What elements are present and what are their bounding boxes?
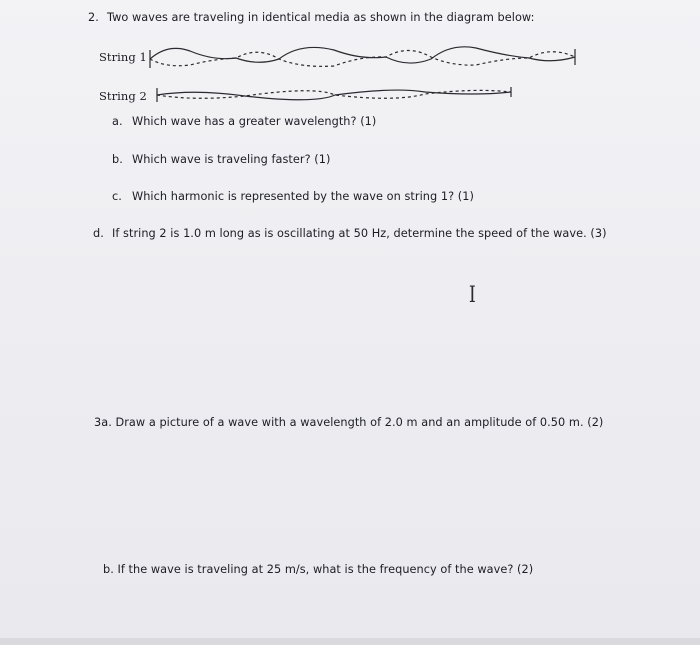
- question-3a: 3a. Draw a picture of a wave with a wavelength of 2.0 m and an amplitude of 0.50 m. (2): [94, 416, 604, 429]
- part-c-question: Which harmonic is represented by the wave on string 1? (1): [132, 190, 474, 203]
- string-1-label: String 1: [99, 50, 147, 64]
- part-b-question: Which wave is traveling faster? (1): [132, 153, 331, 166]
- string-2-label: String 2: [99, 89, 147, 103]
- string-2-wave-diagram: [155, 82, 520, 106]
- question-3b: b. If the wave is traveling at 25 m/s, what is the frequency of the wave? (2): [103, 563, 534, 576]
- page-bottom-edge: [0, 638, 700, 645]
- text-cursor-icon: I: [468, 283, 476, 308]
- string-1-wave-diagram: [146, 38, 586, 78]
- question-2-prompt: Two waves are traveling in identical media as shown in the diagram below:: [107, 11, 535, 24]
- part-d-label: d.: [93, 227, 104, 240]
- part-c-label: c.: [112, 190, 122, 203]
- part-d-question: If string 2 is 1.0 m long as is oscillating at 50 Hz, determine the speed of the wave. (3): [112, 227, 607, 240]
- part-a-label: a.: [112, 115, 123, 128]
- part-a-question: Which wave has a greater wavelength? (1): [132, 115, 377, 128]
- part-b-label: b.: [112, 153, 123, 166]
- question-2-number: 2.: [88, 11, 99, 24]
